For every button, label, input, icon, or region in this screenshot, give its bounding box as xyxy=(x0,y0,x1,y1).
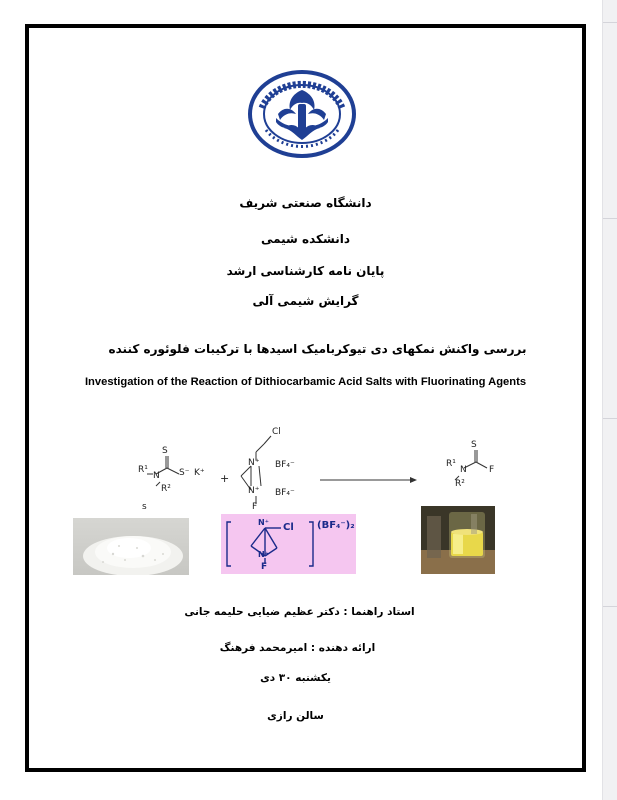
strip-tick xyxy=(603,606,617,607)
reaction-vials-image xyxy=(421,506,495,574)
scheme-small-label: s xyxy=(142,502,147,512)
date-line: یکشنبه ۳۰ دی xyxy=(260,672,331,684)
reagent-chlorine: Cl xyxy=(272,427,281,437)
sharif-seal-icon xyxy=(248,70,356,158)
product-r1-group: R¹ xyxy=(446,459,456,469)
product-r2-group: R² xyxy=(455,479,465,489)
product-fluorine: F xyxy=(489,465,495,475)
r1-thiolate: S⁻ xyxy=(179,468,190,478)
r1-nitrogen: N xyxy=(153,471,160,481)
reagent-fluorine: F xyxy=(252,502,258,512)
box-n-plus-top: N⁺ xyxy=(258,518,269,527)
box-n-plus-bottom: N⁺ xyxy=(258,550,269,559)
box-fluorine: F xyxy=(261,562,268,572)
yellow-product-photo xyxy=(421,506,495,574)
product-nitrogen: N xyxy=(460,465,467,475)
fluorinating-agent-box xyxy=(221,514,356,574)
thesis-type: پایان نامه کارشناسی ارشد xyxy=(226,264,385,278)
reagent-bf4-top: BF₄⁻ xyxy=(275,460,295,470)
r1-sulfur-top: S xyxy=(162,446,168,456)
thesis-title-english: Investigation of the Reaction of Dithiocarbamic Acid Salts with Fluorinating Agents xyxy=(84,376,527,388)
supervisor-line: استاد راهنما : دکتر عظیم ضیایی حلیمه جانی xyxy=(184,606,415,618)
box-chlorine: Cl xyxy=(283,522,294,533)
university-name: دانشگاه صنعتی شریف xyxy=(239,196,372,210)
university-logo xyxy=(248,70,356,158)
r1-r1-group: R¹ xyxy=(138,465,148,475)
reagent-bf4-bottom: BF₄⁻ xyxy=(275,488,295,498)
page-frame xyxy=(25,24,586,772)
side-scroll-strip xyxy=(602,0,617,800)
box-counter-ion: (BF₄⁻)₂ xyxy=(317,520,355,531)
reaction-scheme xyxy=(29,424,582,514)
r1-r2-group: R² xyxy=(161,484,171,494)
thesis-title-persian: بررسی واکنش نمکهای دی تیوکربامیک اسیدها با ترکیبات فلوئوره کننده xyxy=(108,342,527,356)
reagent-n-plus-bottom: N⁺ xyxy=(248,486,260,496)
plus-sign: + xyxy=(220,472,230,485)
field-of-study: گرایش شیمی آلی xyxy=(252,294,359,308)
faculty-name: دانشکده شیمی xyxy=(260,232,351,246)
strip-tick xyxy=(603,418,617,419)
venue-line: سالن رازی xyxy=(267,710,324,722)
r1-potassium: K⁺ xyxy=(194,468,205,478)
presenter-line: ارائه دهنده : امیرمحمد فرهنگ xyxy=(219,642,376,654)
white-salt-photo xyxy=(73,518,189,575)
reaction-bonds-svg xyxy=(29,424,582,514)
strip-tick xyxy=(603,22,617,23)
strip-tick xyxy=(603,218,617,219)
product-sulfur: S xyxy=(471,440,477,450)
reagent-n-plus-top: N⁺ xyxy=(248,458,260,468)
powder-pile-image xyxy=(73,518,189,575)
